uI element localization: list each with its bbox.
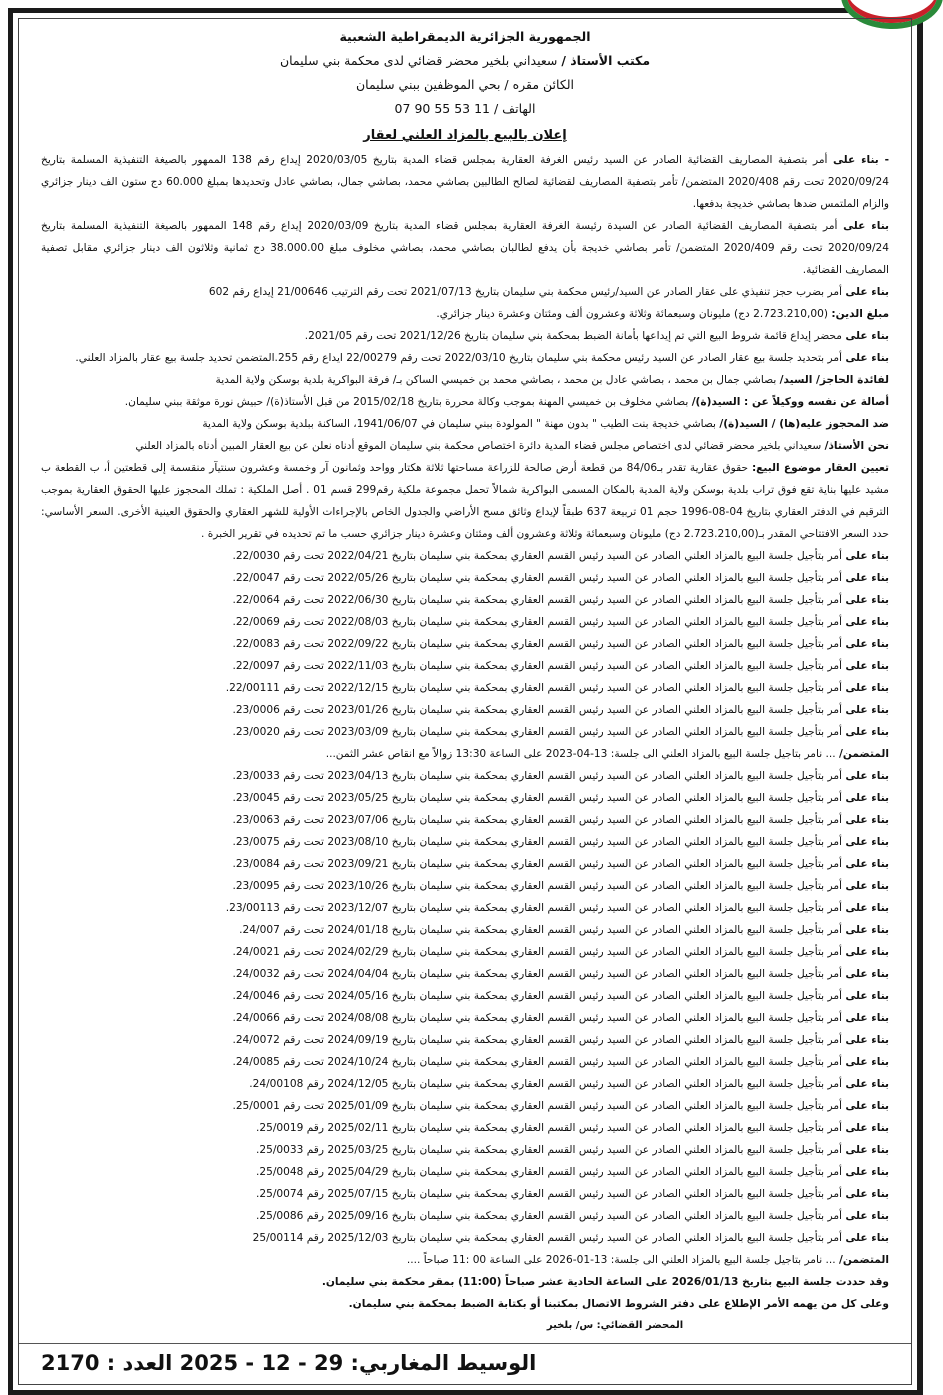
- postponement-row: [41, 567, 889, 589]
- closing-line-2: وعلى كل من يهمه الأمر الإطلاع على دفتر الشروط الاتصال بمكتبنا أو بكتابة الضبط بمحكمة بني سليمان.: [348, 1298, 889, 1310]
- row-date: 2022/05/26: [327, 572, 389, 584]
- row-number: تحت رقم 25/0001.: [232, 1100, 324, 1112]
- row-lead: بناء على: [845, 792, 889, 804]
- paragraph-text: أمر بتحديد جلسة بيع عقار الصادر عن السيد رئيس محكمة بني سليمان بتاريخ 2022/03/10 تحت رقم 22/00279 ايداع رقم 255.المتضمن تحديد جلسة بيع عقار بالمزاد العلني.: [75, 352, 842, 364]
- row-date: 2023/03/09: [327, 726, 389, 738]
- intro-paragraph: [41, 391, 889, 413]
- paragraph-text: أمر بتصفية المصاريف القضائية الصادر عن السيد رئيس الغرفة العقارية بمجلس قضاء المدية بتاريخ 2020/03/05 إيداع رقم 138 الممهور بالصيغة التنفيذية المسلمة بتاريخ 2020/09/24 تحت رقم 2020/408 المتضمن/ تأمر بتصفية المصاريف لقضائية لصالح الطالبين بصاشي محمد، بصاشي جمال، بصاشي عادل وتحديدها بمبلغ 60.000 دج ستون الف دينار جزائري والزام الملتمس ضدها بصاشي خديجة بدفعها.: [41, 154, 889, 210]
- row-lead: بناء على: [845, 1078, 889, 1090]
- row-date: 2023/08/10: [327, 836, 389, 848]
- end-note: [41, 1249, 889, 1271]
- row-text: أمر بتأجيل جلسة البيع بالمزاد العلني الصادر عن السيد رئيس القسم العقاري بمحكمة بني سليمان بتاريخ: [391, 1122, 842, 1134]
- paragraph-text: حقوق عقارية تقدر بـ84/06 من قطعة أرض صالحة للزراعة مساحتها ثلاثة هكتار وواحد وثمانون آر وخمسة وعشرون سنتيآر منقسمة إلى قطعتين أ، ب القطعة ب مشيد عليها بناية تقع فوق تراب بلدية بوسكن ولاية المدية بالمكان المسمى البواكرية شمالاً تحمل مجموعة ملكية رقم299 قسم 01 . أصل الملكية : تملك المحجوز عليها الحقوق العقارية بموجب الترقيم في الدفتر العقاري بتاريخ 04-08-1996 حجم 01 تربيعة 637 طبقاً لإيداع وثائق مسح الأراضي والجدول الخاص بالإجراءات الأولية للشهر العقاري والحقوق العينية الأخرى. السعر الأساسي: حدد السعر الافتتاحي المقدر بـ(2.723.210,00 دج) مليونان وسبعمائة وثلاثة وعشرون ألف ومئتان وعشرة دينار جزائري حسب ما تم تحديده في تقرير الخبرة .: [41, 462, 889, 540]
- row-number: تحت رقم 23/0045.: [232, 792, 324, 804]
- row-lead: بناء على: [845, 1056, 889, 1068]
- announcement-body: [19, 19, 911, 1343]
- intro-paragraph: [41, 369, 889, 391]
- row-text: أمر بتأجيل جلسة البيع بالمزاد العلني الصادر عن السيد رئيس القسم العقاري بمحكمة بني سليمان بتاريخ: [391, 1232, 842, 1244]
- paragraph-text: سعيداني بلخير محضر قضائي لدى اختصاص مجلس قضاء المدية دائرة اختصاص محكمة بني سليمان الموقع أدناه نعلن عن بيع العقار المبين أدناه بالمزاد العلني: [135, 440, 822, 452]
- row-number: تحت رقم 24/007.: [239, 924, 324, 936]
- row-lead: بناء على: [845, 1034, 889, 1046]
- postponement-row: [41, 633, 889, 655]
- row-text: أمر بتأجيل جلسة البيع بالمزاد العلني الصادر عن السيد رئيس القسم العقاري بمحكمة بني سليمان بتاريخ: [391, 1100, 842, 1112]
- row-lead: بناء على: [845, 1232, 889, 1244]
- row-number: تحت رقم 23/0063.: [232, 814, 324, 826]
- row-text: أمر بتأجيل جلسة البيع بالمزاد العلني الصادر عن السيد رئيس القسم العقاري بمحكمة بني سليمان بتاريخ: [391, 1166, 842, 1178]
- row-number: تحت رقم 23/0084.: [232, 858, 324, 870]
- postponement-row: [41, 809, 889, 831]
- row-lead: بناء على: [845, 1012, 889, 1024]
- row-date: 2022/06/30: [327, 594, 389, 606]
- postponement-row: [41, 963, 889, 985]
- postponement-row: [41, 831, 889, 853]
- intro-paragraph: [41, 281, 889, 303]
- row-text: أمر بتأجيل جلسة البيع بالمزاد العلني الصادر عن السيد رئيس القسم العقاري بمحكمة بني سليمان بتاريخ: [391, 968, 842, 980]
- phone-line: الهاتف / 11 53 55 90 07: [394, 101, 536, 116]
- postponement-row: [41, 1095, 889, 1117]
- row-number: رقم 25/0074.: [255, 1188, 324, 1200]
- row-number: تحت رقم 22/0047.: [232, 572, 324, 584]
- row-text: أمر بتأجيل جلسة البيع بالمزاد العلني الصادر عن السيد رئيس القسم العقاري بمحكمة بني سليمان بتاريخ: [391, 924, 842, 936]
- row-text: أمر بتأجيل جلسة البيع بالمزاد العلني الصادر عن السيد رئيس القسم العقاري بمحكمة بني سليمان بتاريخ: [391, 726, 842, 738]
- row-lead: بناء على: [845, 836, 889, 848]
- paragraph-lead: بناء على: [843, 220, 889, 232]
- postponement-row: [41, 655, 889, 677]
- row-lead: بناء على: [845, 704, 889, 716]
- paragraph-text: محضر إيداع قائمة شروط البيع التي تم إيداعها بأمانة الضبط بمحكمة بني سليمان بتاريخ 2021/12/26 تحت رقم 2021/05.: [304, 330, 842, 342]
- row-lead: بناء على: [845, 924, 889, 936]
- postponement-list-b: [41, 765, 889, 1249]
- row-number: تحت رقم 23/0006.: [232, 704, 324, 716]
- postponement-row: [41, 589, 889, 611]
- intro-paragraph: [41, 413, 889, 435]
- intro-paragraph: [41, 435, 889, 457]
- postponement-row: [41, 765, 889, 787]
- row-date: 2023/07/06: [327, 814, 389, 826]
- postponement-row: [41, 1051, 889, 1073]
- row-date: 2023/09/21: [327, 858, 389, 870]
- row-text: أمر بتأجيل جلسة البيع بالمزاد العلني الصادر عن السيد رئيس القسم العقاري بمحكمة بني سليمان بتاريخ: [391, 858, 842, 870]
- row-text: أمر بتأجيل جلسة البيع بالمزاد العلني الصادر عن السيد رئيس القسم العقاري بمحكمة بني سليمان بتاريخ: [391, 1056, 842, 1068]
- row-date: 2022/12/15: [327, 682, 389, 694]
- postponement-row: [41, 985, 889, 1007]
- row-lead: بناء على: [845, 968, 889, 980]
- row-lead: بناء على: [845, 638, 889, 650]
- postponement-row: [41, 941, 889, 963]
- row-number: تحت رقم 23/0033.: [232, 770, 324, 782]
- row-text: أمر بتأجيل جلسة البيع بالمزاد العلني الصادر عن السيد رئيس القسم العقاري بمحكمة بني سليمان بتاريخ: [391, 572, 842, 584]
- postponement-row: [41, 875, 889, 897]
- row-date: 2022/11/03: [327, 660, 389, 672]
- row-date: 2024/09/19: [327, 1034, 389, 1046]
- row-date: 2025/09/16: [327, 1210, 389, 1222]
- row-lead: بناء على: [845, 594, 889, 606]
- row-date: 2023/12/07: [327, 902, 389, 914]
- row-number: تحت رقم 22/0083.: [232, 638, 324, 650]
- paragraph-text: (2.723.210,00 دج) مليونان وسبعمائة وثلاثة وعشرون ألف ومئتان وعشرة دينار جزائري.: [436, 308, 829, 320]
- row-text: أمر بتأجيل جلسة البيع بالمزاد العلني الصادر عن السيد رئيس القسم العقاري بمحكمة بني سليمان بتاريخ: [391, 594, 842, 606]
- inner-border: [18, 18, 912, 1385]
- postponement-row: [41, 1183, 889, 1205]
- postponement-row: [41, 1007, 889, 1029]
- row-lead: بناء على: [845, 1144, 889, 1156]
- row-number: تحت رقم 22/0069.: [232, 616, 324, 628]
- row-date: 2022/04/21: [327, 550, 389, 562]
- row-date: 2024/04/04: [327, 968, 389, 980]
- row-date: 2024/01/18: [327, 924, 389, 936]
- postponement-row: [41, 699, 889, 721]
- row-text: أمر بتأجيل جلسة البيع بالمزاد العلني الصادر عن السيد رئيس القسم العقاري بمحكمة بني سليمان بتاريخ: [391, 704, 842, 716]
- paragraph-lead: نحن الأستاذ/: [824, 440, 889, 452]
- row-number: رقم 25/0019.: [255, 1122, 324, 1134]
- row-number: تحت رقم 24/0066.: [232, 1012, 324, 1024]
- mid-note: [41, 743, 889, 765]
- row-lead: بناء على: [845, 902, 889, 914]
- postponement-row: [41, 1227, 889, 1249]
- row-text: أمر بتأجيل جلسة البيع بالمزاد العلني الصادر عن السيد رئيس القسم العقاري بمحكمة بني سليمان بتاريخ: [391, 1144, 842, 1156]
- row-number: رقم 25/0033.: [255, 1144, 324, 1156]
- paragraph-text: بصاشي خديجة بنت الطيب " بدون مهنة " المولودة ببني سليمان في 1941/06/07، الساكنة ببلدية بوسكن ولاية المدية: [202, 418, 716, 430]
- row-number: تحت رقم 24/0072.: [232, 1034, 324, 1046]
- row-date: 2023/01/26: [327, 704, 389, 716]
- row-date: 2024/12/05: [327, 1078, 389, 1090]
- row-number: رقم 25/00114: [252, 1232, 324, 1244]
- postponement-row: [41, 919, 889, 941]
- row-date: 2023/10/26: [327, 880, 389, 892]
- row-date: 2025/12/03: [327, 1232, 389, 1244]
- row-lead: بناء على: [845, 946, 889, 958]
- postponement-row: [41, 853, 889, 875]
- row-text: أمر بتأجيل جلسة البيع بالمزاد العلني الصادر عن السيد رئيس القسم العقاري بمحكمة بني سليمان بتاريخ: [391, 880, 842, 892]
- row-number: رقم 25/0048.: [255, 1166, 324, 1178]
- row-date: 2025/01/09: [327, 1100, 389, 1112]
- row-lead: بناء على: [845, 770, 889, 782]
- signature: المحضر القضائي: س/ بلخير: [546, 1320, 684, 1331]
- office-name: سعيداني بلخير محضر قضائي لدى محكمة بني سليمان: [279, 53, 558, 68]
- row-date: 2024/05/16: [327, 990, 389, 1002]
- postponement-list-a: [41, 545, 889, 743]
- row-text: أمر بتأجيل جلسة البيع بالمزاد العلني الصادر عن السيد رئيس القسم العقاري بمحكمة بني سليمان بتاريخ: [391, 792, 842, 804]
- postponement-row: [41, 1029, 889, 1051]
- row-number: تحت رقم 22/0030.: [232, 550, 324, 562]
- row-lead: بناء على: [845, 726, 889, 738]
- row-text: أمر بتأجيل جلسة البيع بالمزاد العلني الصادر عن السيد رئيس القسم العقاري بمحكمة بني سليمان بتاريخ: [391, 770, 842, 782]
- postponement-row: [41, 721, 889, 743]
- paragraph-lead: تعيين العقار موضوع البيع:: [751, 462, 889, 474]
- end-note-text: ... نامر بتاجيل جلسة البيع بالمزاد العلني الى جلسة: 13-01-2026 على الساعة 00 :11 صباحاً ....: [406, 1254, 836, 1266]
- mid-note-text: ... نامر بتاجيل جلسة البيع بالمزاد العلني الى جلسة: 13-04-2023 على الساعة 13:30 زوالاً مع انقاص عشر الثمن...: [325, 748, 836, 760]
- row-number: رقم 25/0086.: [255, 1210, 324, 1222]
- row-date: 2023/05/25: [327, 792, 389, 804]
- postponement-row: [41, 1161, 889, 1183]
- row-date: 2025/07/15: [327, 1188, 389, 1200]
- row-date: 2023/04/13: [327, 770, 389, 782]
- row-number: تحت رقم 22/00111.: [225, 682, 324, 694]
- end-note-lead: المتضمن/: [839, 1254, 889, 1266]
- paragraph-lead: لفائدة الحاجز/ السيد/: [779, 374, 889, 386]
- row-lead: بناء على: [845, 814, 889, 826]
- mid-note-lead: المتضمن/: [839, 748, 889, 760]
- postponement-row: [41, 1205, 889, 1227]
- row-number: تحت رقم 24/0046.: [232, 990, 324, 1002]
- row-lead: بناء على: [845, 1122, 889, 1134]
- row-number: تحت رقم 23/0020.: [232, 726, 324, 738]
- paragraph-lead: بناء على: [845, 286, 889, 298]
- paragraph-text: أمر بتصفية المصاريف القضائية الصادر عن السيدة رئيسة الغرفة العقارية بمجلس قضاء المدية بتاريخ 2020/03/09 إيداع رقم 148 الممهور بالصيغة التنفيذية المسلمة بتاريخ 2020/09/24 تحت رقم 2020/409 المتضمن/ تأمر بصاشي خديجة بأن يدفع لطالبان بصاشي محمد، بصاشي مخلوف مبلغ 38.000.00 دج ثمانية وثلاثون الف دينار جزائري مقابل تصفية المصاريف القضائية.: [41, 220, 889, 276]
- row-lead: بناء على: [845, 572, 889, 584]
- closing-line-1: وقد حددت جلسة البيع بتاريخ 2026/01/13 على الساعة الحادية عشر صباحاً (11:00) بمقر محكمة بني سليمان.: [321, 1276, 889, 1288]
- row-number: تحت رقم 23/0075.: [232, 836, 324, 848]
- postponement-row: [41, 611, 889, 633]
- paragraph-lead: ضد المحجوز عليه(ها) / السيد(ة)/: [719, 418, 889, 430]
- row-lead: بناء على: [845, 616, 889, 628]
- row-text: أمر بتأجيل جلسة البيع بالمزاد العلني الصادر عن السيد رئيس القسم العقاري بمحكمة بني سليمان بتاريخ: [391, 682, 842, 694]
- row-lead: بناء على: [845, 1210, 889, 1222]
- postponement-row: [41, 897, 889, 919]
- row-text: أمر بتأجيل جلسة البيع بالمزاد العلني الصادر عن السيد رئيس القسم العقاري بمحكمة بني سليمان بتاريخ: [391, 1188, 842, 1200]
- intro-paragraph: [41, 303, 889, 325]
- row-number: تحت رقم 24/0032.: [232, 968, 324, 980]
- row-lead: بناء على: [845, 550, 889, 562]
- row-number: تحت رقم 22/0064.: [232, 594, 324, 606]
- row-lead: بناء على: [845, 1166, 889, 1178]
- row-lead: بناء على: [845, 660, 889, 672]
- postponement-row: [41, 1073, 889, 1095]
- address-line: الكائن مقره / بحي الموظفين ببني سليمان: [355, 77, 575, 92]
- row-date: 2025/04/29: [327, 1166, 389, 1178]
- row-number: تحت رقم 24/0085.: [232, 1056, 324, 1068]
- intro-paragraph: [41, 149, 889, 215]
- row-text: أمر بتأجيل جلسة البيع بالمزاد العلني الصادر عن السيد رئيس القسم العقاري بمحكمة بني سليمان بتاريخ: [391, 1078, 842, 1090]
- postponement-row: [41, 1117, 889, 1139]
- row-lead: بناء على: [845, 990, 889, 1002]
- republic-heading: الجمهورية الجزائرية الديمقراطية الشعبية: [339, 29, 591, 44]
- row-text: أمر بتأجيل جلسة البيع بالمزاد العلني الصادر عن السيد رئيس القسم العقاري بمحكمة بني سليمان بتاريخ: [391, 902, 842, 914]
- postponement-row: [41, 545, 889, 567]
- row-text: أمر بتأجيل جلسة البيع بالمزاد العلني الصادر عن السيد رئيس القسم العقاري بمحكمة بني سليمان بتاريخ: [391, 946, 842, 958]
- row-text: أمر بتأجيل جلسة البيع بالمزاد العلني الصادر عن السيد رئيس القسم العقاري بمحكمة بني سليمان بتاريخ: [391, 550, 842, 562]
- intro-section: [41, 149, 889, 545]
- paragraph-lead: - بناء على: [832, 154, 889, 166]
- row-text: أمر بتأجيل جلسة البيع بالمزاد العلني الصادر عن السيد رئيس القسم العقاري بمحكمة بني سليمان بتاريخ: [391, 836, 842, 848]
- row-number: تحت رقم 24/0021.: [232, 946, 324, 958]
- paragraph-lead: أصالة عن نفسه ووكيلاً عن : السيد(ة)/: [691, 396, 889, 408]
- row-date: 2024/08/08: [327, 1012, 389, 1024]
- row-date: 2022/09/22: [327, 638, 389, 650]
- row-text: أمر بتأجيل جلسة البيع بالمزاد العلني الصادر عن السيد رئيس القسم العقاري بمحكمة بني سليمان بتاريخ: [391, 1034, 842, 1046]
- row-date: 2024/02/29: [327, 946, 389, 958]
- postponement-row: [41, 1139, 889, 1161]
- row-lead: بناء على: [845, 1188, 889, 1200]
- paragraph-text: بصاشي جمال بن محمد ، بصاشي عادل بن محمد ، بصاشي محمد بن خميسي الساكن بـ/ فرقة البواكرية بلدية بوسكن ولاية المدية: [215, 374, 777, 386]
- announcement-title: إعلان بالبيع بالمزاد العلني لعقار: [363, 128, 567, 143]
- intro-paragraph: [41, 215, 889, 281]
- office-line: [41, 49, 889, 73]
- postponement-row: [41, 677, 889, 699]
- row-date: 2024/10/24: [327, 1056, 389, 1068]
- paragraph-lead: بناء على: [845, 352, 889, 364]
- paragraph-text: بصاشي مخلوف بن خميسي المهنة بموجب وكالة محررة بتاريخ 2015/02/18 من قبل الأستاذ(ة)/ حبيش نورة موثقة ببني سليمان.: [124, 396, 689, 408]
- row-text: أمر بتأجيل جلسة البيع بالمزاد العلني الصادر عن السيد رئيس القسم العقاري بمحكمة بني سليمان بتاريخ: [391, 1210, 842, 1222]
- row-number: تحت رقم 23/0095.: [232, 880, 324, 892]
- row-number: تحت رقم 22/0097.: [232, 660, 324, 672]
- row-text: أمر بتأجيل جلسة البيع بالمزاد العلني الصادر عن السيد رئيس القسم العقاري بمحكمة بني سليمان بتاريخ: [391, 616, 842, 628]
- row-date: 2025/02/11: [327, 1122, 389, 1134]
- paragraph-lead: مبلغ الدين:: [831, 308, 889, 320]
- paragraph-lead: بناء على: [845, 330, 889, 342]
- row-lead: بناء على: [845, 1100, 889, 1112]
- row-lead: بناء على: [845, 880, 889, 892]
- office-label: مكتب الأستاذ /: [561, 53, 651, 68]
- row-text: أمر بتأجيل جلسة البيع بالمزاد العلني الصادر عن السيد رئيس القسم العقاري بمحكمة بني سليمان بتاريخ: [391, 1012, 842, 1024]
- row-text: أمر بتأجيل جلسة البيع بالمزاد العلني الصادر عن السيد رئيس القسم العقاري بمحكمة بني سليمان بتاريخ: [391, 660, 842, 672]
- intro-paragraph: [41, 457, 889, 545]
- paragraph-text: أمر بضرب حجز تنفيذي على عقار الصادر عن السيد/رئيس محكمة بني سليمان بتاريخ 2021/07/13 تحت رقم الترتيب 21/00646 إيداع رقم 602: [208, 286, 842, 298]
- row-date: 2025/03/25: [327, 1144, 389, 1156]
- row-number: رقم 24/00108.: [249, 1078, 324, 1090]
- row-text: أمر بتأجيل جلسة البيع بالمزاد العلني الصادر عن السيد رئيس القسم العقاري بمحكمة بني سليمان بتاريخ: [391, 990, 842, 1002]
- row-number: تحت رقم 23/00113.: [225, 902, 324, 914]
- intro-paragraph: [41, 325, 889, 347]
- page-frame: [8, 8, 923, 1395]
- row-lead: بناء على: [845, 858, 889, 870]
- row-text: أمر بتأجيل جلسة البيع بالمزاد العلني الصادر عن السيد رئيس القسم العقاري بمحكمة بني سليمان بتاريخ: [391, 814, 842, 826]
- row-lead: بناء على: [845, 682, 889, 694]
- newspaper-footer: الوسيط المغاربي: 29 - 12 - 2025 العدد : 2170: [19, 1343, 911, 1384]
- row-text: أمر بتأجيل جلسة البيع بالمزاد العلني الصادر عن السيد رئيس القسم العقاري بمحكمة بني سليمان بتاريخ: [391, 638, 842, 650]
- postponement-row: [41, 787, 889, 809]
- intro-paragraph: [41, 347, 889, 369]
- row-date: 2022/08/03: [327, 616, 389, 628]
